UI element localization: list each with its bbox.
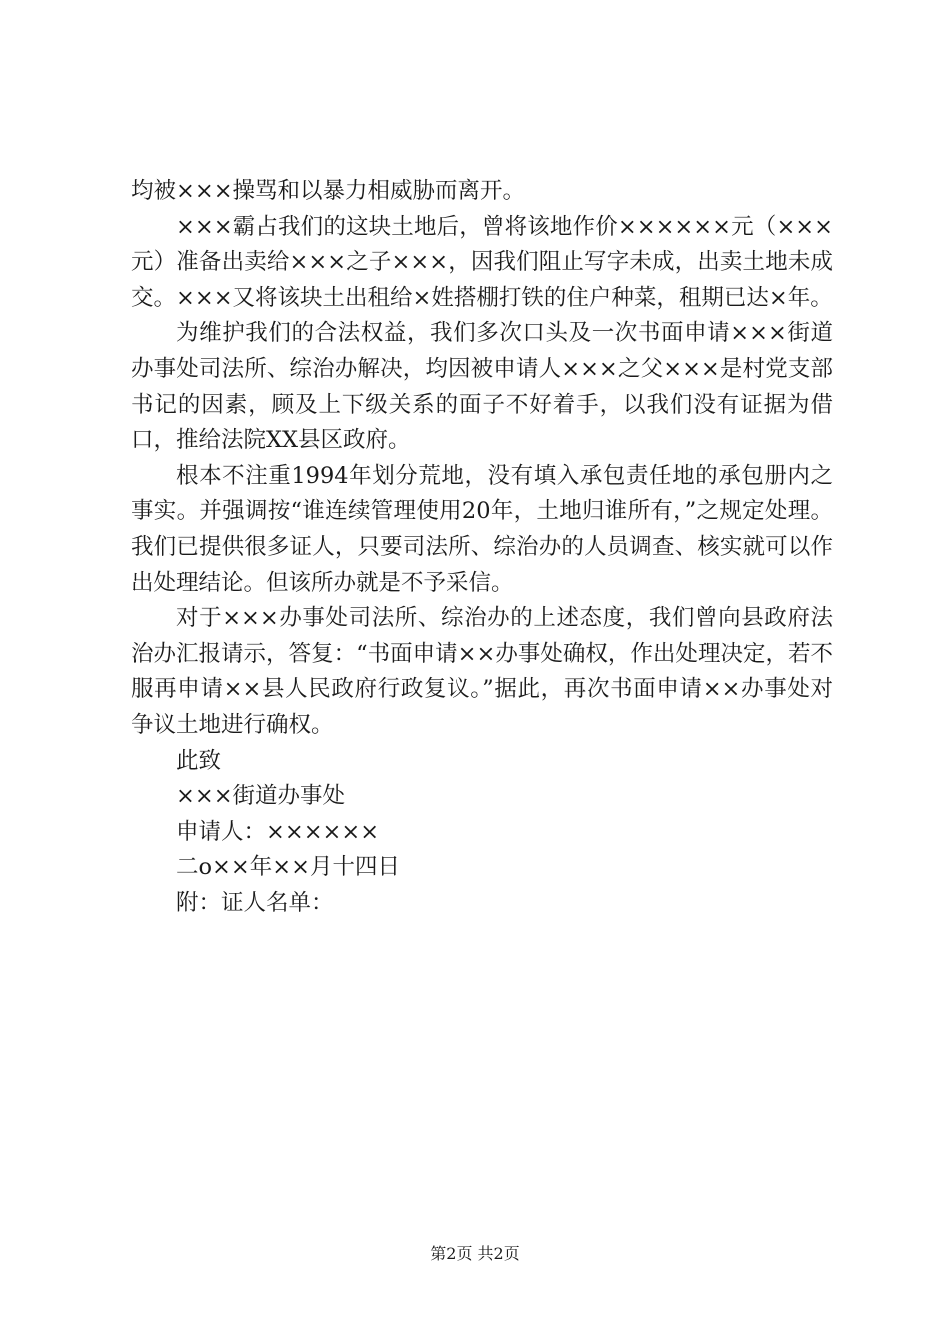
closing-applicant: 申请人：×××××× xyxy=(176,818,380,845)
closing-date: 二o××年××月十四日 xyxy=(176,854,400,881)
closing-block xyxy=(131,744,833,922)
closing-recipient: ×××街道办事处 xyxy=(176,783,346,810)
paragraph-request: 对于×××办事处司法所、综治办的上述态度，我们曾向县政府法治办汇报请示，答复：“书面申请××办事处确权，作出处理决定，若不服再申请××县人民政府行政复议。”据此，再次书面申请××办事处对争议土地进行确权。 xyxy=(131,605,833,738)
closing-salutation: 此致 xyxy=(176,747,222,774)
page-footer: 第2页 共2页 xyxy=(430,1244,520,1263)
paragraph-facts: 根本不注重1994年划分荒地，没有填入承包责任地的承包册内之事实。并强调按“谁连续管理使用20年，土地归谁所有，”之规定处理。我们已提供很多证人，只要司法所、综治办的人员调查、核实就可以作出处理结论。但该所办就是不予采信。 xyxy=(131,462,833,596)
paragraph-rights-protection: 为维护我们的合法权益，我们多次口头及一次书面申请×××街道办事处司法所、综治办解决，均因被申请人×××之父×××是村党支部书记的因素，顾及上下级关系的面子不好着手，以我们没有证据为借口，推给法院XX县区政府。 xyxy=(131,320,833,454)
closing-attachment: 附：证人名单： xyxy=(176,889,334,916)
paragraph-continuation: 均被×××操骂和以暴力相威胁而离开。 xyxy=(131,178,526,204)
paragraph-land-sale: ×××霸占我们的这块土地后，曾将该地作价××××××元（×××元）准备出卖给×××之子×××，因我们阻止写字未成，出卖土地未成交。×××又将该块土出租给×姓搭棚打铁的住户种菜，租期已达×年。 xyxy=(131,213,833,311)
document-body xyxy=(131,174,833,921)
